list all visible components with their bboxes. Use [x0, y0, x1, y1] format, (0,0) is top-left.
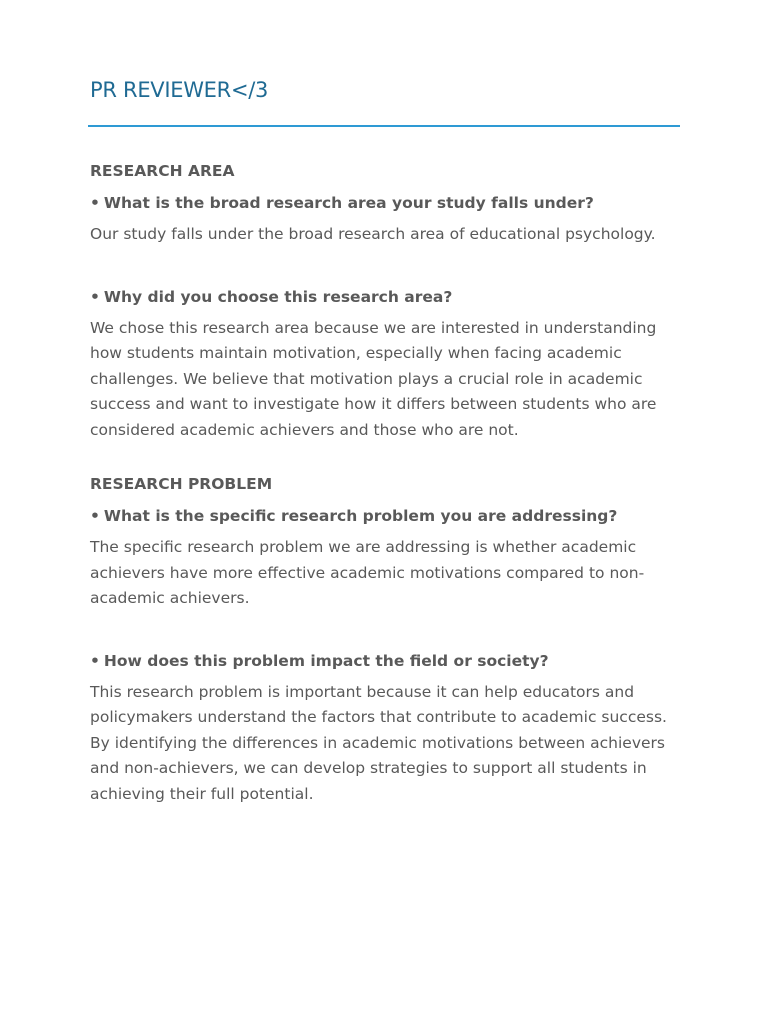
section-research-problem: [90, 471, 680, 807]
section-heading: RESEARCH PROBLEM: [90, 475, 273, 493]
document-title: PR REVIEWER</3: [90, 78, 269, 102]
question-text: [90, 190, 680, 216]
question-label: How does this problem impact the field or society?: [103, 651, 549, 670]
spacer: [90, 248, 680, 278]
qa-item: [90, 648, 680, 808]
qa-item: [90, 284, 680, 444]
question-text: [90, 503, 680, 529]
section-heading: RESEARCH AREA: [90, 162, 235, 180]
spacer: [90, 443, 680, 471]
spacer: [90, 612, 680, 642]
answer-text: Our study falls under the broad research area of educational psychology.: [90, 225, 656, 243]
bullet-icon: •: [90, 194, 100, 212]
answer-text: The specific research problem we are addressing is whether academic achievers have more effective academic motivations compared to non-academic achievers.: [90, 538, 645, 607]
document-body: [90, 158, 680, 807]
question-label: What is the broad research area your study falls under?: [103, 194, 594, 212]
question-text: [90, 284, 680, 310]
title-divider: [88, 125, 680, 127]
answer-text: We chose this research area because we are interested in understanding how students maintain motivation, especially when facing academic challenges. We believe that motivation plays a crucial role in academic success and want to investigate how it differs between students who are considered academic achievers and those who are not.: [90, 318, 657, 439]
question-text: [90, 648, 680, 674]
bullet-icon: •: [90, 651, 100, 670]
section-research-area: [90, 158, 680, 443]
qa-item: [90, 503, 680, 612]
question-label: What is the specific research problem you are addressing?: [103, 507, 618, 525]
qa-item: [90, 190, 680, 248]
bullet-icon: •: [90, 287, 100, 306]
bullet-icon: •: [90, 507, 100, 525]
question-label: Why did you choose this research area?: [103, 287, 453, 306]
answer-text: This research problem is important because it can help educators and policymakers understand the factors that contribute to academic success. By identifying the differences in academic motivations between achievers and non-achievers, we can develop strategies to support all students in achieving their full potential.: [90, 682, 667, 803]
